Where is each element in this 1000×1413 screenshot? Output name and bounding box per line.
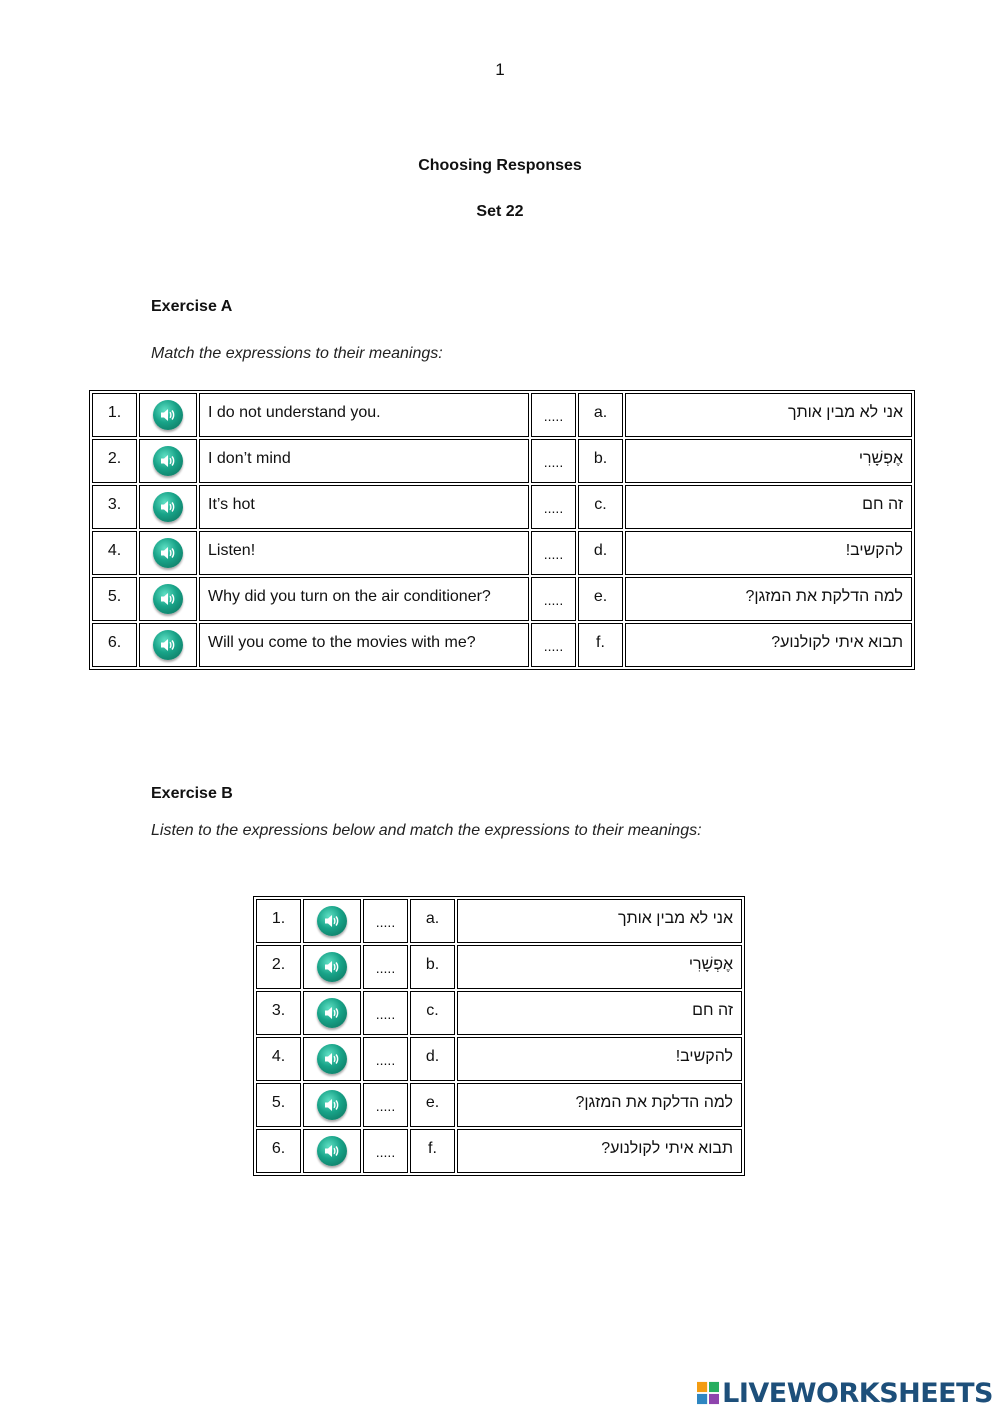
- meaning-letter: e.: [410, 1083, 455, 1127]
- speaker-icon[interactable]: [317, 1090, 347, 1120]
- meaning-letter: b.: [578, 439, 623, 483]
- table-row: [256, 991, 742, 1035]
- table-row: [92, 393, 912, 437]
- speaker-icon[interactable]: [317, 906, 347, 936]
- meaning-text: למה הדלקת את המזגן?: [625, 577, 912, 621]
- answer-blank[interactable]: .....: [363, 991, 408, 1035]
- expression-text: Will you come to the movies with me?: [199, 623, 529, 667]
- liveworksheets-brand[interactable]: [697, 1378, 993, 1408]
- row-number: 3.: [256, 991, 301, 1035]
- row-number: 2.: [92, 439, 137, 483]
- answer-blank[interactable]: .....: [363, 1083, 408, 1127]
- answer-blank[interactable]: .....: [531, 531, 576, 575]
- page-number: 1: [495, 60, 505, 79]
- row-number: 4.: [92, 531, 137, 575]
- table-row: [256, 945, 742, 989]
- exercise-a-instruction: Match the expressions to their meanings:: [151, 345, 443, 362]
- meaning-text: זה חם: [625, 485, 912, 529]
- meaning-letter: d.: [410, 1037, 455, 1081]
- meaning-letter: d.: [578, 531, 623, 575]
- exercise-a-table: [89, 390, 915, 670]
- meaning-letter: f.: [410, 1129, 455, 1173]
- answer-blank[interactable]: .....: [363, 1037, 408, 1081]
- row-number: 5.: [92, 577, 137, 621]
- meaning-text: אֶפְשָׁרִי: [625, 439, 912, 483]
- exercise-a-speaker-cell: [139, 531, 197, 575]
- meaning-text: אֶפְשָׁרִי: [457, 945, 742, 989]
- row-number: 6.: [92, 623, 137, 667]
- exercise-a-speaker-cell: [139, 577, 197, 621]
- table-row: [92, 439, 912, 483]
- exercise-b-instruction: Listen to the expressions below and match the expressions to their meanings:: [151, 822, 702, 839]
- answer-blank[interactable]: .....: [531, 393, 576, 437]
- meaning-text: אני לא מבין אותך: [625, 393, 912, 437]
- table-row: [92, 531, 912, 575]
- liveworksheets-logo-icon: [697, 1381, 719, 1405]
- exercise-a-speaker-cell: [139, 439, 197, 483]
- answer-blank[interactable]: .....: [531, 439, 576, 483]
- table-row: [256, 1083, 742, 1127]
- meaning-text: תבוא איתי לקולנוע?: [625, 623, 912, 667]
- answer-blank[interactable]: .....: [531, 623, 576, 667]
- expression-text: Listen!: [199, 531, 529, 575]
- set-label: Set 22: [476, 203, 524, 220]
- row-number: 5.: [256, 1083, 301, 1127]
- meaning-text: למה הדלקת את המזגן?: [457, 1083, 742, 1127]
- exercise-b-speaker-cell: [303, 945, 361, 989]
- answer-blank[interactable]: .....: [531, 577, 576, 621]
- meaning-text: תבוא איתי לקולנוע?: [457, 1129, 742, 1173]
- table-row: [256, 1037, 742, 1081]
- meaning-letter: a.: [410, 899, 455, 943]
- speaker-icon[interactable]: [153, 538, 183, 568]
- answer-blank[interactable]: .....: [363, 945, 408, 989]
- brand-text: LIVEWORKSHEETS: [722, 1377, 993, 1409]
- speaker-icon[interactable]: [153, 400, 183, 430]
- speaker-icon[interactable]: [153, 630, 183, 660]
- exercise-b-speaker-cell: [303, 991, 361, 1035]
- speaker-icon[interactable]: [317, 952, 347, 982]
- answer-blank[interactable]: .....: [531, 485, 576, 529]
- table-row: [256, 899, 742, 943]
- exercise-a-speaker-cell: [139, 485, 197, 529]
- speaker-icon[interactable]: [317, 998, 347, 1028]
- page-title: Choosing Responses: [418, 157, 582, 174]
- meaning-letter: e.: [578, 577, 623, 621]
- meaning-text: להקשיב!: [457, 1037, 742, 1081]
- exercise-b-speaker-cell: [303, 899, 361, 943]
- meaning-letter: c.: [578, 485, 623, 529]
- row-number: 1.: [256, 899, 301, 943]
- table-row: [256, 1129, 742, 1173]
- row-number: 4.: [256, 1037, 301, 1081]
- exercise-a-speaker-cell: [139, 393, 197, 437]
- table-row: [92, 577, 912, 621]
- speaker-icon[interactable]: [153, 584, 183, 614]
- meaning-letter: f.: [578, 623, 623, 667]
- meaning-text: זה חם: [457, 991, 742, 1035]
- speaker-icon[interactable]: [153, 446, 183, 476]
- expression-text: I don’t mind: [199, 439, 529, 483]
- expression-text: Why did you turn on the air conditioner?: [199, 577, 529, 621]
- exercise-b-speaker-cell: [303, 1037, 361, 1081]
- table-row: [92, 485, 912, 529]
- row-number: 1.: [92, 393, 137, 437]
- meaning-text: אני לא מבין אותך: [457, 899, 742, 943]
- exercise-b-speaker-cell: [303, 1129, 361, 1173]
- meaning-letter: b.: [410, 945, 455, 989]
- exercise-b-table: [253, 896, 745, 1176]
- meaning-letter: c.: [410, 991, 455, 1035]
- speaker-icon[interactable]: [317, 1136, 347, 1166]
- speaker-icon[interactable]: [153, 492, 183, 522]
- meaning-letter: a.: [578, 393, 623, 437]
- exercise-b-heading: Exercise B: [151, 785, 233, 802]
- answer-blank[interactable]: .....: [363, 899, 408, 943]
- exercise-b-speaker-cell: [303, 1083, 361, 1127]
- exercise-a-speaker-cell: [139, 623, 197, 667]
- exercise-a-heading: Exercise A: [151, 298, 233, 315]
- row-number: 6.: [256, 1129, 301, 1173]
- table-row: [92, 623, 912, 667]
- row-number: 3.: [92, 485, 137, 529]
- answer-blank[interactable]: .....: [363, 1129, 408, 1173]
- row-number: 2.: [256, 945, 301, 989]
- speaker-icon[interactable]: [317, 1044, 347, 1074]
- expression-text: It’s hot: [199, 485, 529, 529]
- meaning-text: להקשיב!: [625, 531, 912, 575]
- expression-text: I do not understand you.: [199, 393, 529, 437]
